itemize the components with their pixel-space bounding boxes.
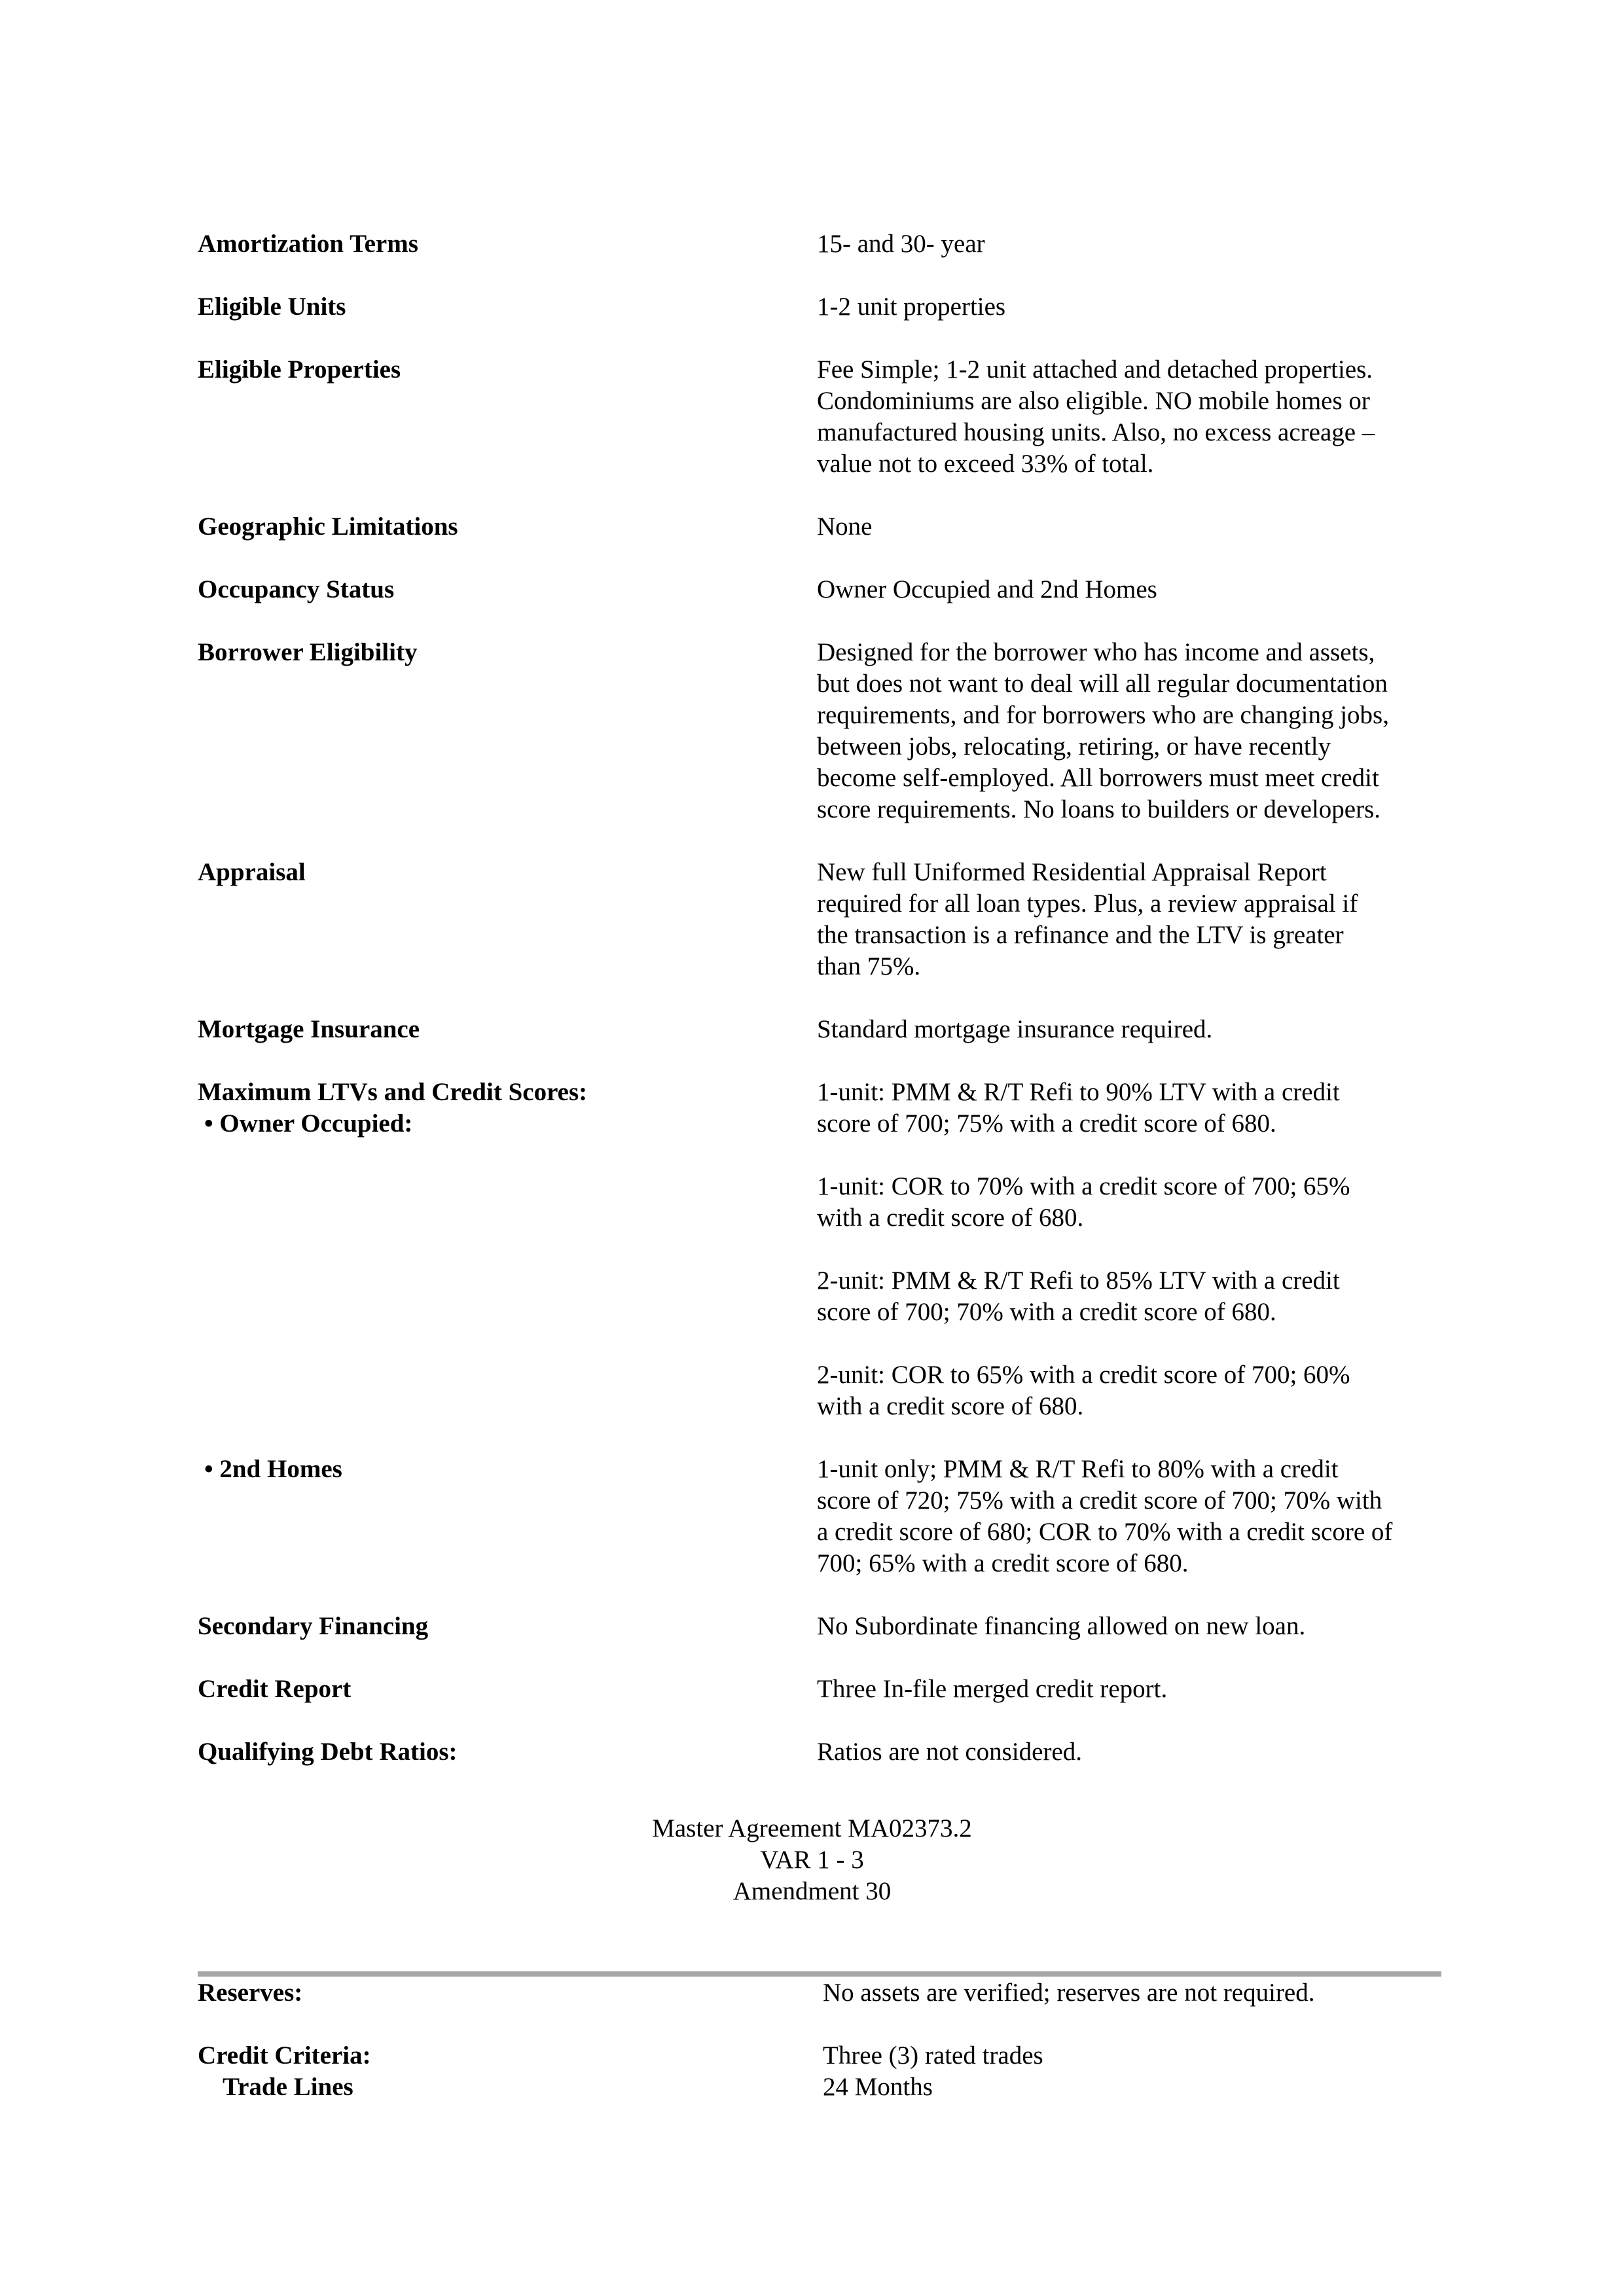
field-value [817, 228, 1445, 260]
field-value [817, 354, 1445, 480]
field-value [817, 1611, 1445, 1642]
field-value [817, 857, 1445, 982]
page-footer [0, 1813, 1624, 1907]
label-line: Maximum LTVs and Credit Scores: [198, 1078, 588, 1106]
label-line: Amortization Terms [198, 230, 418, 258]
value-line: score requirements. No loans to builders or developers. [817, 795, 1381, 823]
field-label [198, 1611, 787, 1642]
label-line: Credit Criteria: [198, 2041, 371, 2070]
field-label [198, 291, 787, 323]
label-sub-line: • Owner Occupied: [204, 1109, 413, 1138]
label-line: Secondary Financing [198, 1612, 429, 1640]
field-label [198, 228, 787, 260]
value-line: score of 720; 75% with a credit score of 700; 70% with [817, 1486, 1382, 1515]
value-line: 700; 65% with a credit score of 680. [817, 1549, 1189, 1577]
field-value [817, 1454, 1445, 1579]
value-line: New full Uniformed Residential Appraisal Report [817, 858, 1327, 886]
field-value [817, 574, 1445, 605]
value-line: No assets are verified; reserves are not required. [823, 1979, 1315, 2007]
field-label [198, 1454, 787, 1485]
value-line: score of 700; 70% with a credit score of 680. [817, 1298, 1276, 1326]
field-label [198, 574, 787, 605]
label-line: Reserves: [198, 1979, 303, 2007]
label-sub-line: • 2nd Homes [204, 1455, 342, 1483]
label-line: Credit Report [198, 1675, 352, 1703]
value-line: Standard mortgage insurance required. [817, 1015, 1213, 1043]
field-label [198, 511, 787, 543]
value-line: Three In-file merged credit report. [817, 1675, 1168, 1703]
footer-agreement: Master Agreement MA02373.2 [652, 1814, 972, 1842]
label-line: Eligible Units [198, 293, 346, 321]
value-line: with a credit score of 680. [817, 1204, 1084, 1232]
value-line: 15- and 30- year [817, 230, 985, 258]
label-line: Eligible Properties [198, 355, 401, 384]
field-value [817, 1674, 1445, 1705]
value-line: required for all loan types. Plus, a review appraisal if [817, 889, 1358, 918]
footer-var: VAR 1 - 3 [760, 1846, 864, 1874]
field-value [823, 2040, 1451, 2103]
field-label [198, 1077, 787, 1139]
value-line: 2-unit: COR to 65% with a credit score of 700; 60% [817, 1361, 1350, 1389]
value-line: 24 Months [823, 2073, 933, 2101]
label-line: Occupancy Status [198, 575, 395, 603]
field-value [817, 291, 1445, 323]
value-line: No Subordinate financing allowed on new loan. [817, 1612, 1306, 1640]
value-line: between jobs, relocating, retiring, or have recently [817, 732, 1331, 761]
field-value [817, 637, 1445, 825]
field-label [198, 1674, 787, 1705]
value-line: Owner Occupied and 2nd Homes [817, 575, 1157, 603]
value-line: value not to exceed 33% of total. [817, 450, 1154, 478]
value-line: Three (3) rated trades [823, 2041, 1043, 2070]
value-line: None [817, 512, 873, 541]
field-value [817, 1359, 1445, 1422]
field-label [198, 857, 787, 888]
value-line: 2-unit: PMM & R/T Refi to 85% LTV with a credit [817, 1266, 1340, 1295]
label-line: Borrower Eligibility [198, 638, 418, 666]
field-label [198, 1014, 787, 1045]
field-value [817, 1171, 1445, 1234]
value-line: score of 700; 75% with a credit score of 680. [817, 1109, 1276, 1138]
value-line: the transaction is a refinance and the LTV is greater [817, 921, 1344, 949]
value-line: but does not want to deal will all regular documentation [817, 670, 1388, 698]
field-label [198, 1977, 787, 2009]
field-value [817, 1077, 1445, 1139]
label-line: Geographic Limitations [198, 512, 458, 541]
field-value [823, 1977, 1451, 2009]
label-line: Qualifying Debt Ratios: [198, 1738, 458, 1766]
value-line: Condominiums are also eligible. NO mobile homes or [817, 387, 1370, 415]
value-line: 1-unit only; PMM & R/T Refi to 80% with a credit [817, 1455, 1339, 1483]
value-line: than 75%. [817, 952, 921, 980]
footer-amendment: Amendment 30 [732, 1877, 892, 1905]
value-line: Ratios are not considered. [817, 1738, 1083, 1766]
value-line: manufactured housing units. Also, no excess acreage – [817, 418, 1375, 446]
field-label [198, 354, 787, 386]
field-value [817, 1265, 1445, 1328]
value-line: 1-2 unit properties [817, 293, 1006, 321]
page-divider [198, 1971, 1441, 1977]
value-line: 1-unit: COR to 70% with a credit score of 700; 65% [817, 1172, 1350, 1200]
value-line: a credit score of 680; COR to 70% with a credit score of [817, 1518, 1393, 1546]
field-value [817, 1736, 1445, 1768]
field-value [817, 1014, 1445, 1045]
field-value [817, 511, 1445, 543]
value-line: Fee Simple; 1-2 unit attached and detached properties. [817, 355, 1373, 384]
field-label [198, 1736, 787, 1768]
value-line: 1-unit: PMM & R/T Refi to 90% LTV with a credit [817, 1078, 1340, 1106]
field-label [198, 637, 787, 668]
value-line: become self-employed. All borrowers must meet credit [817, 764, 1379, 792]
label-line: Mortgage Insurance [198, 1015, 420, 1043]
field-label [198, 2040, 787, 2103]
value-line: with a credit score of 680. [817, 1392, 1084, 1420]
label-line: Appraisal [198, 858, 306, 886]
value-line: Designed for the borrower who has income and assets, [817, 638, 1375, 666]
value-line: requirements, and for borrowers who are changing jobs, [817, 701, 1389, 729]
label-sub-line: Trade Lines [223, 2073, 353, 2101]
